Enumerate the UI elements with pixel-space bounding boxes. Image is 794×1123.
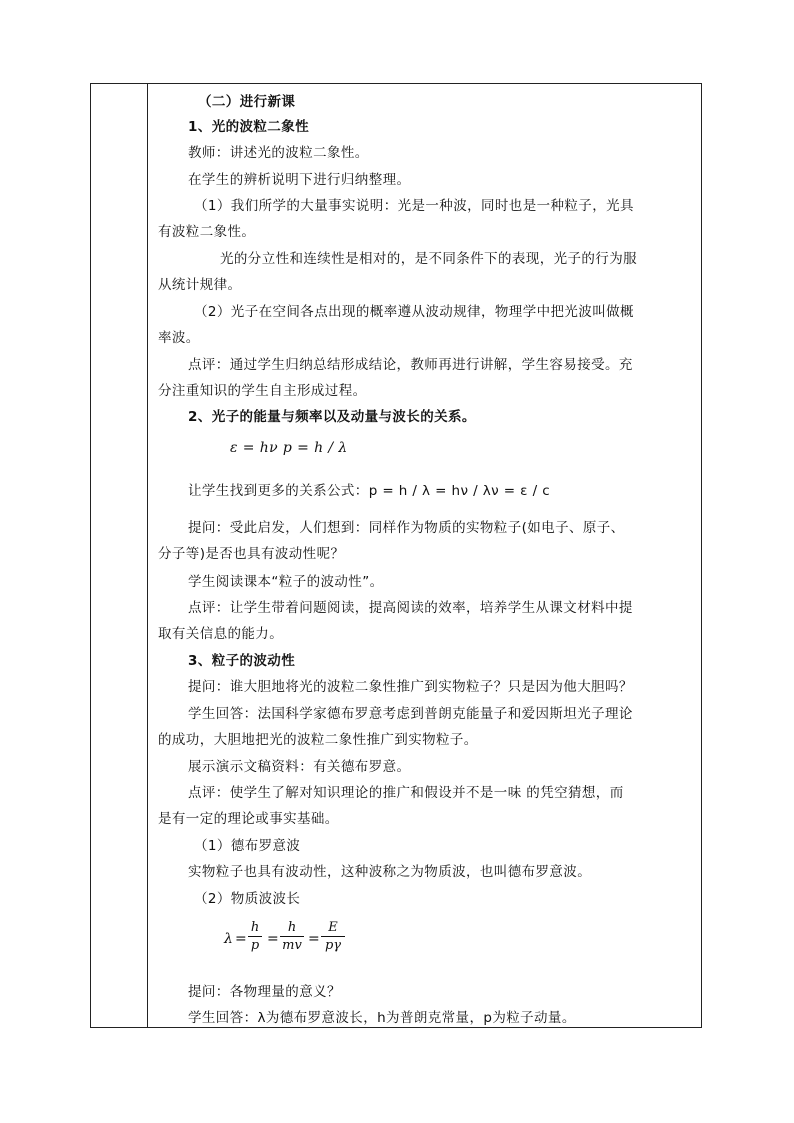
formula-lambda: λ — [224, 931, 233, 947]
heading-wave-particle-duality: 1、光的波粒二象性 — [188, 119, 309, 135]
formula-equals-3: = — [308, 931, 320, 947]
paragraph-relations: 让学生找到更多的关系公式：p = h / λ = hν / λν = ε / c — [188, 483, 551, 499]
fraction-1-bar — [248, 936, 262, 937]
paragraph-matter-wave-def: 实物粒子也具有波动性，这种波称之为物质波，也叫德布罗意波。 — [188, 864, 592, 880]
paragraph-answer-1: 学生回答：法国科学家德布罗意考虑到普朗克能量子和爱因斯坦光子理论 — [188, 706, 633, 722]
fraction-3-denominator: pγ — [324, 938, 342, 953]
paragraph-comment-2: 点评：让学生带着问题阅读，提高阅读的效率，培养学生从课文材料中提 — [188, 600, 633, 616]
paragraph-slides: 展示演示文稿资料：有关德布罗意。 — [188, 759, 411, 775]
paragraph-question-3: 提问：各物理量的意义？ — [188, 984, 341, 1000]
paragraph-comment-1: 点评：通过学生归纳总结形成结论，教师再进行讲解，学生容易接受。充 — [188, 357, 633, 373]
fraction-2-numerator: h — [287, 920, 297, 935]
paragraph-reading: 学生阅读课本“粒子的波动性”。 — [188, 574, 384, 590]
fraction-1-numerator: h — [250, 920, 260, 935]
fraction-1-denominator: p — [250, 938, 260, 953]
paragraph-comment-2-cont: 取有关信息的能力。 — [158, 626, 284, 642]
paragraph-question-1: 提问：受此启发，人们想到：同样作为物质的实物粒子(如电子、原子、 — [188, 520, 625, 536]
paragraph-question-1-cont: 分子等)是否也具有波动性呢？ — [158, 546, 345, 562]
paragraph-probability: （2）光子在空间各点出现的概率遵从波动规律，物理学中把光波叫做概 — [194, 304, 634, 320]
fraction-2-denominator: mv — [282, 938, 302, 953]
paragraph-comment-3-cont: 是有一定的理论或事实基础。 — [158, 811, 339, 827]
lesson-table — [90, 83, 702, 1028]
equation-energy-momentum: ε = hν p = h / λ — [230, 440, 348, 456]
table-column-divider — [147, 84, 148, 1027]
formula-equals-1: = — [235, 931, 247, 947]
paragraph-facts-1: （1）我们所学的大量事实说明：光是一种波，同时也是一种粒子，光具 — [194, 198, 634, 214]
paragraph-comment-3: 点评：使学生了解对知识理论的推广和假设并不是一味 的凭空猜想，而 — [188, 785, 624, 801]
paragraph-facts-1-cont: 有波粒二象性。 — [158, 224, 256, 240]
formula-equals-2: = — [267, 931, 279, 947]
wavelength-formula — [224, 920, 364, 968]
fraction-e-over-p-gamma — [321, 920, 345, 953]
paragraph-teacher: 教师：讲述光的波粒二象性。 — [188, 145, 369, 161]
fraction-h-over-mv — [280, 920, 304, 953]
subheading-de-broglie-wave: （1）德布罗意波 — [194, 838, 301, 854]
fraction-h-over-p — [248, 920, 262, 953]
paragraph-answer-1-cont: 的成功，大胆地把光的波粒二象性推广到实物粒子。 — [158, 732, 478, 748]
paragraph-question-2: 提问：谁大胆地将光的波粒二象性推广到实物粒子？只是因为他大胆吗？ — [188, 679, 633, 695]
fraction-2-bar — [280, 936, 304, 937]
paragraph-probability-cont: 率波。 — [158, 330, 200, 346]
section-title: （二）进行新课 — [198, 94, 296, 110]
paragraph-discrete: 光的分立性和连续性是相对的，是不同条件下的表现，光子的行为服 — [220, 251, 637, 267]
fraction-3-bar — [321, 936, 345, 937]
paragraph-summary: 在学生的辨析说明下进行归纳整理。 — [188, 172, 411, 188]
heading-energy-momentum: 2、光子的能量与频率以及动量与波长的关系。 — [188, 409, 476, 425]
subheading-wavelength: （2）物质波波长 — [194, 891, 301, 907]
fraction-3-numerator: E — [328, 920, 338, 935]
heading-matter-waves: 3、粒子的波动性 — [188, 653, 296, 669]
paragraph-comment-1-cont: 分注重知识的学生自主形成过程。 — [158, 383, 367, 399]
paragraph-discrete-cont: 从统计规律。 — [158, 277, 242, 293]
paragraph-answer-2: 学生回答：λ为德布罗意波长，h为普朗克常量，p为粒子动量。 — [188, 1010, 576, 1026]
